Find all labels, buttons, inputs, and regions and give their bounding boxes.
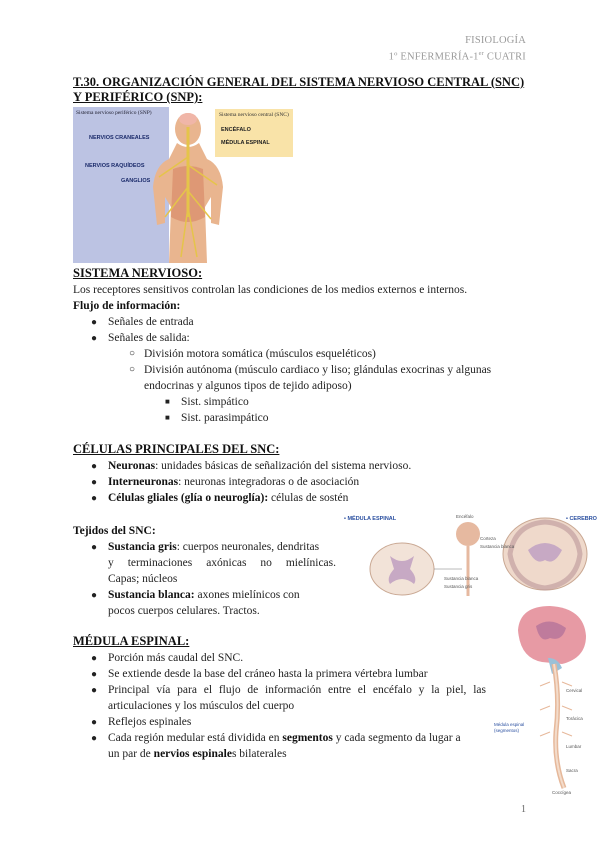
section-heading-nervous-system: SISTEMA NERVIOSO: bbox=[73, 266, 203, 280]
snp-box-label: Sistema nervioso periférico (SNP) bbox=[76, 110, 152, 116]
header-subject: FISIOLOGÍA bbox=[465, 35, 526, 46]
snc-box-label: Sistema nervioso central (SNC) bbox=[219, 112, 289, 118]
bullet-icon: ● bbox=[91, 542, 98, 553]
white-matter-caption: Sustancia blanca bbox=[444, 576, 479, 581]
label-ganglia: GANGLIOS bbox=[121, 178, 151, 184]
list-item: Principal vía para el flujo de información entre el encéfalo y la piel, las bbox=[108, 684, 486, 696]
list-item: Se extiende desde la base del cráneo hasta la primera vértebra lumbar bbox=[108, 668, 428, 680]
list-item: Neuronas: unidades básicas de señalización del sistema nervioso. bbox=[108, 460, 412, 472]
square-bullet-icon: ■ bbox=[165, 413, 170, 422]
brain-label: • CEREBRO bbox=[566, 516, 597, 522]
bullet-icon: ● bbox=[91, 669, 98, 680]
header-course: 1º ENFERMERÍA-1er CUATRI bbox=[388, 50, 526, 63]
bullet-icon: ● bbox=[91, 717, 98, 728]
lumbar-caption: Lumbar bbox=[566, 744, 582, 749]
list-item: Porción más caudal del SNC. bbox=[108, 652, 244, 664]
bullet-icon: ● bbox=[91, 333, 98, 344]
nervous-system-intro: Los receptores sensitivos controlan las condiciones de los medios externos e internos. bbox=[73, 284, 468, 296]
list-item-continued: articulaciones y los músculos del cuerpo bbox=[108, 700, 295, 712]
list-item-continued: Capas; núcleos bbox=[108, 573, 178, 585]
bullet-icon: ● bbox=[91, 317, 98, 328]
white-matter-side-caption: Sustancia blanca bbox=[480, 544, 515, 549]
label-encephalon: ENCÉFALO bbox=[221, 127, 251, 133]
list-item: Señales de salida: bbox=[108, 332, 190, 344]
tissues-heading: Tejidos del SNC: bbox=[73, 525, 156, 537]
bullet-icon: ● bbox=[91, 653, 98, 664]
flow-heading: Flujo de información: bbox=[73, 300, 181, 312]
bullet-icon: ● bbox=[91, 590, 98, 601]
list-item-continued: endocrinas y algunos tipos de tejido adiposo) bbox=[144, 380, 352, 392]
bullet-icon: ● bbox=[91, 477, 98, 488]
list-item: Señales de entrada bbox=[108, 316, 194, 328]
grey-matter-caption: Sustancia gris bbox=[444, 584, 473, 589]
thoracic-caption: Torácica bbox=[566, 716, 583, 721]
list-item: Sustancia gris: cuerpos neuronales, dendritas bbox=[108, 541, 320, 553]
segments-caption: Médula espinal (segmentos) bbox=[494, 722, 525, 733]
body-diagram bbox=[73, 107, 295, 263]
cervical-caption: Cervical bbox=[566, 688, 583, 693]
spinal-cord-label: • MÉDULA ESPINAL bbox=[344, 516, 397, 522]
list-item-continued: un par de nervios espinales bilaterales bbox=[108, 748, 287, 760]
label-spinal-cord: MÉDULA ESPINAL bbox=[221, 140, 270, 146]
list-item: División autónoma (músculo cardiaco y liso; glándulas exocrinas y algunas bbox=[144, 364, 492, 376]
sacral-caption: Sacra bbox=[566, 768, 578, 773]
square-bullet-icon: ■ bbox=[165, 397, 170, 406]
list-item: Sist. parasimpático bbox=[181, 412, 269, 424]
list-item: Cada región medular está dividida en segmentos y cada segmento da lugar a bbox=[108, 732, 461, 744]
bullet-icon: ● bbox=[91, 461, 98, 472]
page-number: 1 bbox=[521, 804, 526, 815]
list-item: Sustancia blanca: axones mielínicos con bbox=[108, 589, 300, 601]
list-item: Sist. simpático bbox=[181, 396, 249, 408]
list-item-continued: pocos cuerpos celulares. Tractos. bbox=[108, 605, 260, 617]
label-spinal-nerves: NERVIOS RAQUÍDEOS bbox=[85, 163, 145, 169]
bullet-icon: ● bbox=[91, 685, 98, 696]
encephalon-caption: Encéfalo bbox=[456, 514, 474, 519]
section-heading-cells: CÉLULAS PRINCIPALES DEL SNC: bbox=[73, 442, 280, 456]
section-heading-spinal-cord: MÉDULA ESPINAL: bbox=[73, 634, 190, 648]
cns-tissue-figure bbox=[340, 514, 600, 604]
list-item: Células gliales (glía o neuroglía): células de sostén bbox=[108, 492, 349, 504]
circle-bullet-icon: ○ bbox=[129, 348, 136, 359]
list-item: Interneuronas: neuronas integradoras o de asociación bbox=[108, 476, 360, 488]
list-item: Reflejos espinales bbox=[108, 716, 192, 728]
list-item-continued: y terminaciones axónicas no mielínicas. bbox=[108, 557, 336, 569]
coccygeal-caption: Coccígea bbox=[552, 790, 572, 795]
spinal-cord-figure bbox=[492, 602, 596, 802]
circle-bullet-icon: ○ bbox=[129, 364, 136, 375]
spinal-cord-diagram bbox=[492, 602, 596, 802]
bullet-icon: ● bbox=[91, 493, 98, 504]
page-title: T.30. ORGANIZACIÓN GENERAL DEL SISTEMA NERVIOSO CENTRAL (SNC) Y PERIFÉRICO (SNP): bbox=[73, 75, 525, 104]
list-item: División motora somática (músculos esqueléticos) bbox=[144, 348, 376, 360]
cortex-caption: Corteza bbox=[480, 536, 496, 541]
bullet-icon: ● bbox=[91, 733, 98, 744]
nervous-system-figure bbox=[73, 107, 295, 263]
label-cranial-nerves: NERVIOS CRANEALES bbox=[89, 135, 150, 141]
tissue-sections bbox=[340, 514, 600, 604]
